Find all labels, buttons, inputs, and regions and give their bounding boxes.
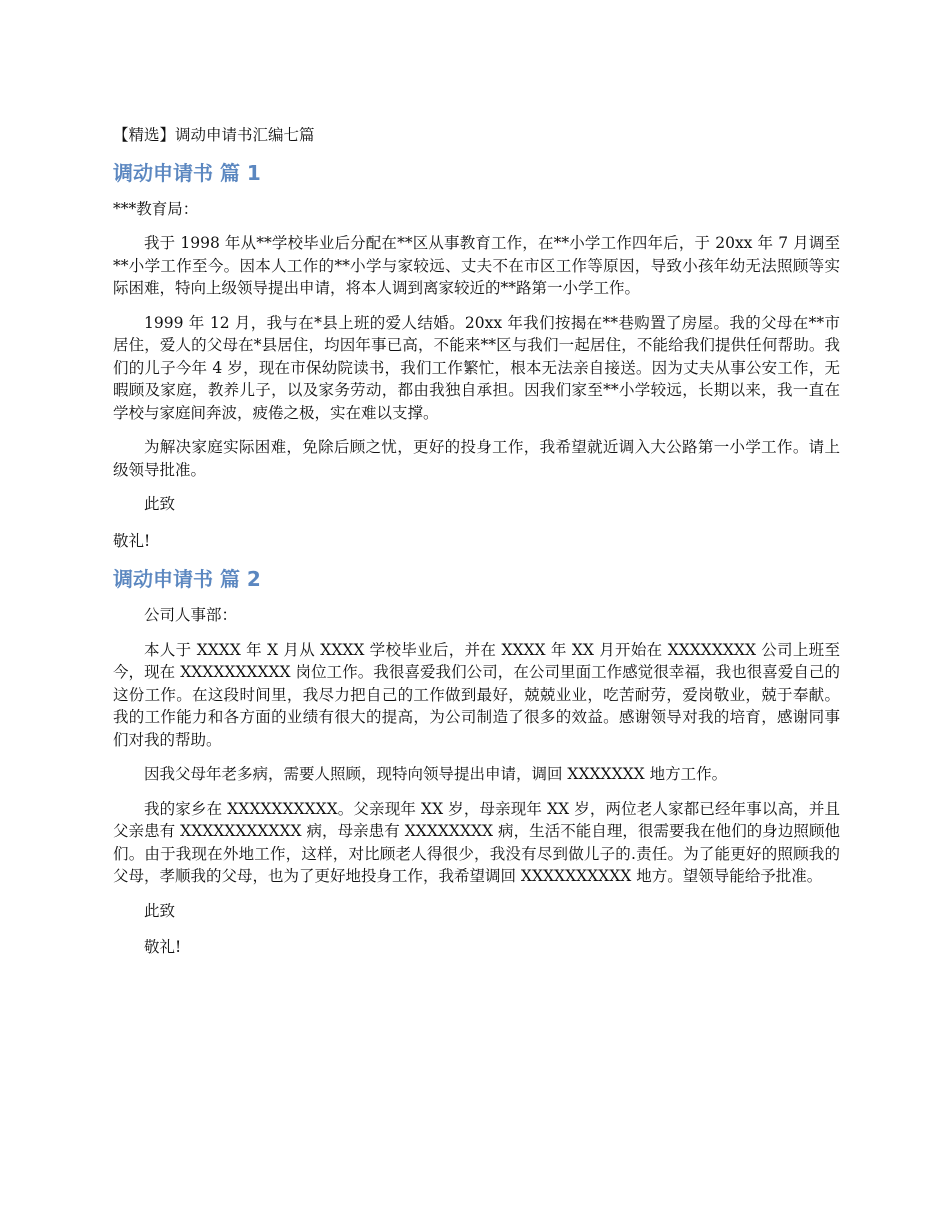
body-paragraph: 我于 1998 年从**学校毕业后分配在**区从事教育工作，在**小学工作四年后，于 20xx 年 7 月调至**小学工作至今。因本人工作的**小学与家较远、丈夫不在市区工作等原因，导致小孩年幼无法照顾等实际困难，特向上级领导提出申请，将本人调到离家较近的**路第一小学工作。	[113, 234, 840, 297]
body-paragraph: 因我父母年老多病，需要人照顾，现特向领导提出申请，调回 XXXXXXX 地方工作。	[144, 765, 728, 783]
body-paragraph: 1999 年 12 月，我与在*县上班的爱人结婚。20xx 年我们按揭在**巷购置了房屋。我的父母在**市居住，爱人的父母在*县居住，均因年事已高，不能来**区与我们一起居住，不能给我们提供任何帮助。我们的儿子今年 4 岁，现在市保幼院读书，我们工作繁忙，根本无法亲自接送。因为丈夫从事公安工作，无暇顾及家庭，教养儿子，以及家务劳动，都由我独自承担。因我们家至**小学较远，长期以来，我一直在学校与家庭间奔波，疲倦之极，实在难以支撑。	[113, 313, 840, 422]
salutation: 公司人事部：	[144, 606, 238, 624]
body-paragraph: 我的家乡在 XXXXXXXXXX。父亲现年 XX 岁，母亲现年 XX 岁，两位老人家都已经年事以高，并且父亲患有 XXXXXXXXXXX 病，母亲患有 XXXXXXXX 病，生活不能自理，很需要我在他们的身边照顾他们。由于我现在外地工作，这样，对比顾老人得很少，我没有尽到做儿子的.责任。为了能更好的照顾我的父母，孝顺我的父母，也为了更好地投身工作，我希望调回 XXXXXXXXXX 地方。望领导能给予批准。	[113, 799, 840, 885]
body-paragraph: 本人于 XXXX 年 X 月从 XXXX 学校毕业后，并在 XXXX 年 XX 月开始在 XXXXXXXX 公司上班至今，现在 XXXXXXXXXX 岗位工作。我很喜爱我们公司，在公司里面工作感觉很幸福，我也很喜爱自己的这份工作。在这段时间里，我尽力把自己的工作做到最好，兢兢业业，吃苦耐劳，爱岗敬业，兢于奉献。我的工作能力和各方面的业绩有很大的提高，为公司制造了很多的效益。感谢领导对我的培育，感谢同事们对我的帮助。	[113, 640, 840, 749]
closing: 此致	[144, 901, 176, 920]
document-title: 【精选】调动申请书汇编七篇	[113, 126, 315, 144]
section-heading: 调动申请书 篇 2	[113, 567, 261, 591]
salutation: ***教育局：	[113, 199, 199, 218]
body-paragraph: 为解决家庭实际困难，免除后顾之忧，更好的投身工作，我希望就近调入大公路第一小学工作。请上级领导批准。	[113, 438, 840, 479]
document-page	[113, 124, 840, 973]
regards: 敬礼!	[144, 938, 182, 956]
section-2	[113, 566, 840, 959]
closing: 此致	[144, 495, 176, 513]
regards: 敬礼!	[113, 531, 151, 550]
section-1	[113, 160, 840, 553]
section-heading: 调动申请书 篇 1	[113, 160, 261, 185]
